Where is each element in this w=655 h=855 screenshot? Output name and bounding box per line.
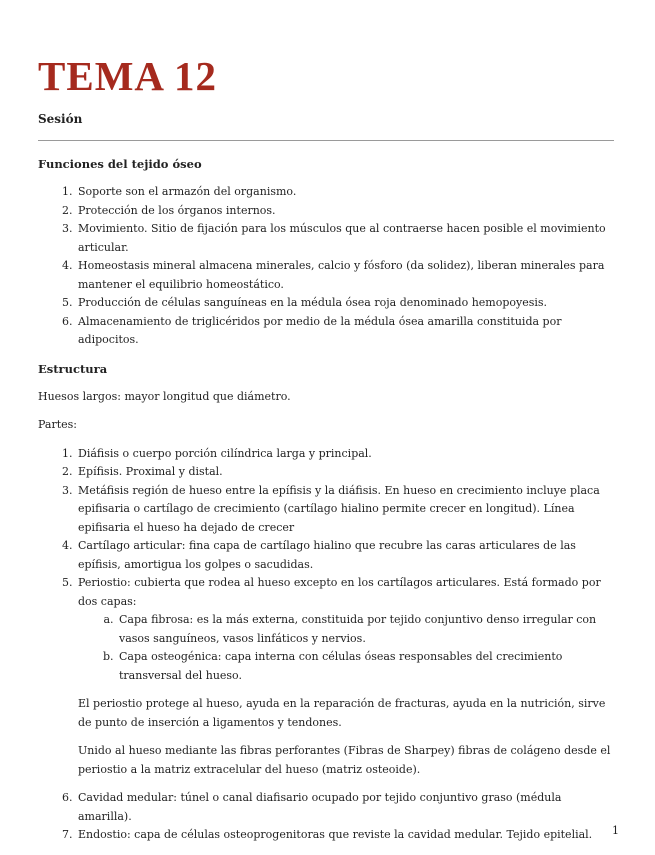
horizontal-rule: [38, 140, 614, 141]
periostio-text: Periostio: cubierta que rodea al hueso excepto en los cartílagos articulares. Está formado por dos capas:: [78, 576, 601, 608]
list-item: 7. Endostio: capa de células osteoprogenitoras que reviste la cavidad medular. Tejido epitelial.: [76, 826, 618, 845]
periostio-sublist: [78, 611, 618, 685]
partes-label: Partes:: [38, 418, 78, 431]
list-item: 2. Protección de los órganos internos.: [76, 202, 618, 221]
sub-list-item: a. Capa fibrosa: es la más externa, constituida por tejido conjuntivo denso irregular con vasos sanguíneos, vasos linfáticos y nervios.: [117, 611, 618, 648]
list-item: 6. Cavidad medular: túnel o canal diafisario ocupado por tejido conjuntivo graso (médula amarilla).: [76, 789, 618, 826]
list-item: 5. Producción de células sanguíneas en la médula ósea roja denominado hemopoyesis.: [76, 294, 618, 313]
list-item: 3. Metáfisis región de hueso entre la epífisis y la diáfisis. En hueso en crecimiento incluye placa epifisaria o cartílago de crecimiento (cartílago hialino permite crecer en longitud). Línea epifisaria el hueso ha dejado de crecer: [76, 482, 618, 538]
section-heading-funciones: Funciones del tejido óseo: [38, 157, 202, 171]
page-subtitle: Sesión: [38, 112, 83, 126]
list-item: 3. Movimiento. Sitio de fijación para los músculos que al contraerse hacen posible el movimiento articular.: [76, 220, 618, 257]
page-number: 1: [612, 824, 619, 837]
list-item: 4. Homeostasis mineral almacena minerales, calcio y fósforo (da solidez), liberan minerales para mantener el equilibrio homeostático.: [76, 257, 618, 294]
page-title: TEMA 12: [38, 53, 217, 99]
list-item: 1. Diáfisis o cuerpo porción cilíndrica larga y principal.: [76, 445, 618, 464]
list-item: 2. Epífisis. Proximal y distal.: [76, 463, 618, 482]
list-item: 4. Cartílago articular: fina capa de cartílago hialino que recubre las caras articulares de las epífisis, amortigua los golpes o sacudidas.: [76, 537, 618, 574]
funciones-list: [38, 183, 618, 350]
document-body: [38, 155, 618, 855]
list-item: 6. Almacenamiento de triglicéridos por medio de la médula ósea amarilla constituida por adipocitos.: [76, 313, 618, 350]
list-item-periostio: [76, 574, 618, 779]
periostio-paragraph-1: El periostio protege al hueso, ayuda en la reparación de fracturas, ayuda en la nutrición, sirve de punto de inserción a ligamentos y tendones.: [78, 697, 606, 729]
partes-list: [38, 445, 618, 845]
estructura-intro: Huesos largos: mayor longitud que diámetro.: [38, 389, 291, 403]
section-heading-estructura: Estructura: [38, 361, 108, 376]
list-item: 1. Soporte son el armazón del organismo.: [76, 183, 618, 202]
periostio-paragraph-2: Unido al hueso mediante las fibras perforantes (Fibras de Sharpey) fibras de colágeno desde el periostio a la matriz extracelular del hueso (matriz osteoide).: [78, 744, 611, 776]
sub-list-item: b. Capa osteogénica: capa interna con células óseas responsables del crecimiento transversal del hueso.: [117, 648, 618, 685]
